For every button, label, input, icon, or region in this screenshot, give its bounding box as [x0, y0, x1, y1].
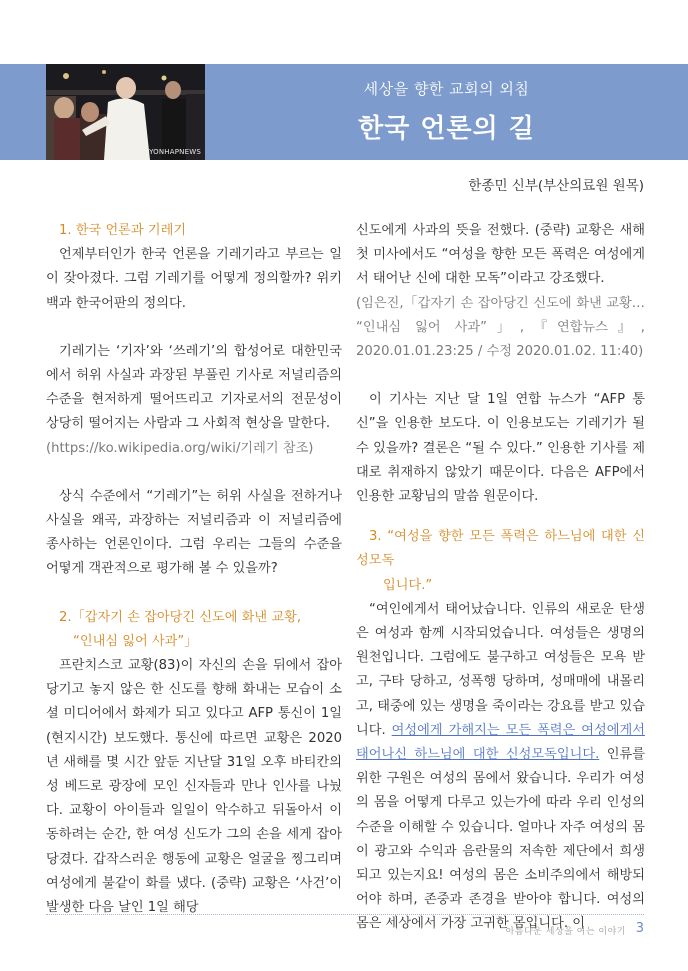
quote-text: 인류를 위한 구원은 여성의 몸에서 왔습니다. 우리가 여성의 몸을 어떻게 다루고 있는가에 따라 우리 인성의 수준을 이해할 수 있습니다. 얼마나 자주 여성의 몸이 광고와 수익과 음란물의 저속한 제단에서 희생되고 있는지요! 여성의 몸은 소비주의에서 해방되어야 하며, 존중과 존경을 받아야 합니다. 여성의 몸은 세상에서 가장 고귀한 몸입니다. 이: [356, 747, 645, 932]
heading-line: 입니다.”: [383, 577, 433, 593]
paragraph: 신도에게 사과의 뜻을 전했다. (중략) 교황은 새해 첫 미사에서도 “여성을 향한 모든 폭력은 여성에게서 태어난 신에 대한 모독”이라고 강조했다.: [356, 223, 645, 287]
paragraph: 이 기사는 지난 달 1일 연합 뉴스가 “AFP 통신”을 인용한 보도다. 이 인용보도는 기레기가 될 수 있을까? 결론은 “될 수 있다.” 인용한 기사를 제대로 취재하지 않았기 때문이다. 다음은 AFP에서 인용한 교황님의 말씀 원문이다.: [356, 392, 645, 505]
section-heading-3: [356, 525, 645, 598]
quote-text: “여인에게서 태어났습니다. 인류의 새로운 탄생은 여성과 함께 시작되었습니다. 여성들은 생명의 원천입니다. 그럼에도 불구하고 여성들은 모욕 받고, 구타 당하고, 성폭행 당하며, 성매매에 내몰리고, 태중에 있는 생명을 죽이라는 강요를 받고 있습니다.: [356, 601, 645, 738]
paragraph: 언제부터인가 한국 언론을 기레기라고 부르는 일이 잦아졌다. 그럼 기레기를 어떻게 정의할까? 위키백과 한국어판의 정의다.: [46, 247, 342, 311]
article-title: 한국 언론의 길: [358, 114, 535, 144]
right-column: [356, 219, 645, 937]
news-photo: [46, 64, 205, 160]
heading-line: 3. “여성을 향한 모든 폭력은 하느님에 대한 신성모독: [356, 529, 645, 569]
paragraph: 프란치스코 교황(83)이 자신의 손을 뒤에서 잡아당기고 놓지 않은 한 신도를 향해 화내는 모습이 소셜 미디어에서 화제가 되고 있다고 AFP 통신이 1일(현지시간) 보도했다. 통신에 따르면 교황은 2020년 새해를 몇 시간 앞둔 지난달 31일 오후 바티칸의 성 베드로 광장에 모인 신자들과 만나 인사를 나눴다. 교황이 아이들과 일일이 악수하고 뒤돌아서 이동하려는 순간, 한 여성 신도가 그의 손을 세게 잡아당겼다. 갑작스러운 행동에 교황은 얼굴을 찡그리며 여성에게 불같이 화를 냈다. (중략) 교황은 ‘사건’이 발생한 다음 날인 1일 해당: [46, 658, 342, 916]
paragraph-pope-quote: [356, 598, 645, 937]
paragraph-quote: 기레기는 ‘기자’와 ‘쓰레기’의 합성어로 대한민국에서 허위 사실과 과장된 부풀린 기사로 저널리즘의 수준을 현저하게 떨어뜨리고 기자로서의 전문성이 상당히 떨어지는 사람과 그 사회적 현상을 말한다.: [46, 343, 342, 432]
photo-credit: YONHAPNEWS: [149, 148, 201, 156]
citation: (임은진,「갑자기 손 잡아당긴 신도에 화낸 교황… “인내심 잃어 사과”」,『연합뉴스』, 2020.01.01.23:25 / 수정 2020.01.02. 11:40): [356, 295, 645, 360]
left-column: [46, 219, 342, 920]
series-title: 세상을 향한 교회의 외침: [363, 80, 530, 98]
highlighted-link[interactable]: 여성에게 가해지는 모든 폭력은 여성에게서 태어나신 하느님에 대한 신성모독입니다.: [356, 722, 645, 763]
section-heading-1: 1. 한국 언론과 기레기: [59, 223, 187, 238]
section-heading-2: [46, 606, 342, 654]
heading-line: “인내심 잃어 사과”」: [73, 633, 198, 649]
author-byline: 한종민 신부(부산의료원 원목): [468, 178, 644, 194]
paragraph: 상식 수준에서 “기레기”는 허위 사실을 전하거나 사실을 왜곡, 과장하는 저널리즘과 이 저널리즘에 종사하는 언론인이다. 그럼 우리는 그들의 수준을 어떻게 객관적으로 평가해 볼 수 있을까?: [46, 488, 342, 577]
footer-divider: [46, 914, 644, 915]
page-number: 3: [635, 921, 644, 936]
heading-line: 2.「갑자기 손 잡아당긴 신도에 화낸 교황,: [59, 609, 302, 625]
header-banner: [0, 64, 688, 160]
magazine-name: 아름다운 세상을 여는 이야기: [505, 927, 626, 937]
photo-illustration: [46, 64, 205, 160]
citation: (https://ko.wikipedia.org/wiki/기레기 참조): [46, 440, 314, 456]
